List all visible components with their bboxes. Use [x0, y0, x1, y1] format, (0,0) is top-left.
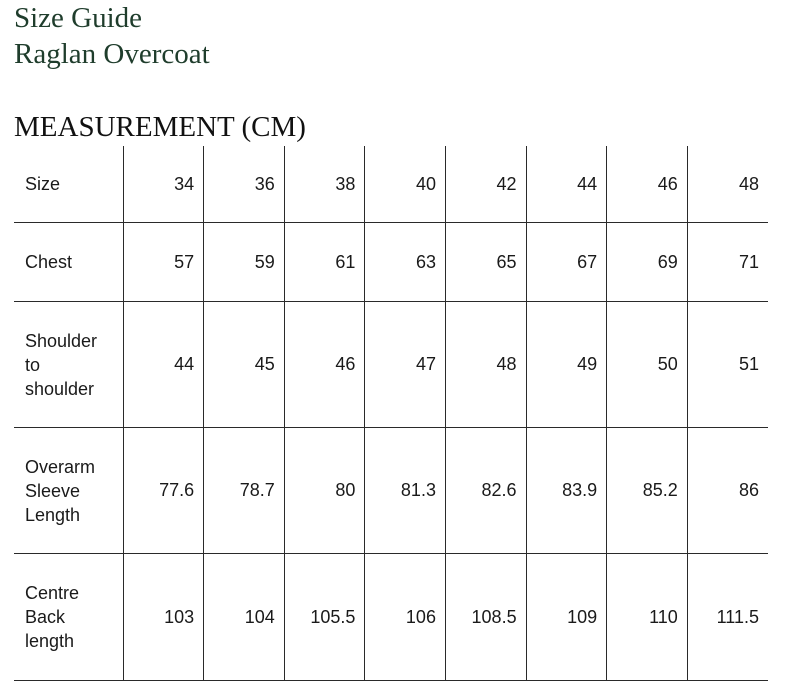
sleeve-value-cell: 77.6 — [123, 428, 204, 554]
shoulder-value-cell: 49 — [526, 302, 607, 428]
shoulder-value-cell: 47 — [365, 302, 446, 428]
row-label-shoulder — [14, 302, 123, 428]
back-length-value-cell: 106 — [365, 554, 446, 681]
sleeve-value-cell: 78.7 — [204, 428, 285, 554]
shoulder-value-cell: 51 — [687, 302, 768, 428]
shoulder-value-cell: 44 — [123, 302, 204, 428]
back-length-value-cell: 104 — [204, 554, 285, 681]
row-label-line: Shoulder — [25, 330, 98, 351]
sleeve-value-cell: 85.2 — [607, 428, 688, 554]
size-guide-table — [14, 146, 768, 681]
row-label-line: Length — [25, 504, 81, 525]
size-value-cell: 48 — [687, 146, 768, 223]
back-length-value-cell: 103 — [123, 554, 204, 681]
sleeve-value-cell: 82.6 — [445, 428, 526, 554]
sleeve-value-cell: 86 — [687, 428, 768, 554]
table-row-size — [14, 146, 768, 223]
row-label-line: to — [25, 354, 41, 375]
size-value-cell: 42 — [445, 146, 526, 223]
chest-value-cell: 61 — [284, 223, 365, 302]
chest-value-cell: 69 — [607, 223, 688, 302]
measurement-heading: MEASUREMENT (CM) — [14, 111, 306, 143]
chest-value-cell: 67 — [526, 223, 607, 302]
row-label-chest — [14, 223, 123, 302]
row-label-line: Size — [25, 174, 61, 194]
back-length-value-cell: 110 — [607, 554, 688, 681]
size-value-cell: 36 — [204, 146, 285, 223]
shoulder-value-cell: 48 — [445, 302, 526, 428]
sleeve-value-cell: 80 — [284, 428, 365, 554]
row-label-line: Overarm — [25, 456, 96, 477]
sleeve-value-cell: 83.9 — [526, 428, 607, 554]
size-value-cell: 34 — [123, 146, 204, 223]
back-length-value-cell: 109 — [526, 554, 607, 681]
size-value-cell: 46 — [607, 146, 688, 223]
table-row-shoulder — [14, 302, 768, 428]
table-row-chest — [14, 223, 768, 302]
back-length-value-cell: 105.5 — [284, 554, 365, 681]
chest-value-cell: 57 — [123, 223, 204, 302]
size-value-cell: 44 — [526, 146, 607, 223]
title-line-product-name: Raglan Overcoat — [14, 38, 210, 70]
row-label-line: Centre — [25, 583, 80, 603]
row-label-line: Chest — [25, 252, 73, 272]
chest-value-cell: 71 — [687, 223, 768, 302]
chest-value-cell: 65 — [445, 223, 526, 302]
row-label-line: Back — [25, 607, 66, 627]
size-value-cell: 38 — [284, 146, 365, 223]
chest-value-cell: 63 — [365, 223, 446, 302]
table-row-back-length — [14, 554, 768, 681]
table-row-sleeve-length — [14, 428, 768, 554]
shoulder-value-cell: 45 — [204, 302, 285, 428]
row-label-back-length — [14, 554, 123, 681]
sleeve-value-cell: 81.3 — [365, 428, 446, 554]
title-line-size-guide: Size Guide — [14, 2, 143, 34]
size-value-cell: 40 — [365, 146, 446, 223]
row-label-size — [14, 146, 123, 223]
page-title — [14, 0, 210, 72]
chest-value-cell: 59 — [204, 223, 285, 302]
row-label-sleeve-length — [14, 428, 123, 554]
row-label-line: shoulder — [25, 378, 95, 399]
row-label-line: Sleeve — [25, 480, 81, 501]
shoulder-value-cell: 50 — [607, 302, 688, 428]
row-label-line: length — [25, 631, 75, 651]
back-length-value-cell: 108.5 — [445, 554, 526, 681]
shoulder-value-cell: 46 — [284, 302, 365, 428]
back-length-value-cell: 111.5 — [687, 554, 768, 681]
